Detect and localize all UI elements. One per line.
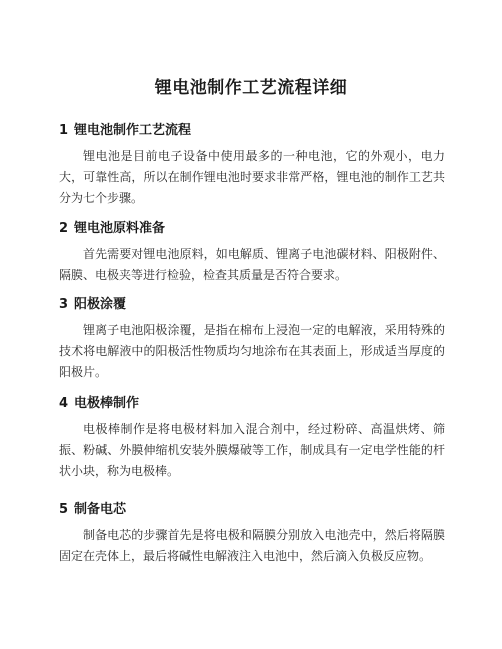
section-heading	[59, 501, 445, 519]
section-heading-text: 电极棒制作	[74, 396, 140, 411]
section-heading-text: 制备电芯	[74, 502, 127, 517]
section-number: 3	[59, 297, 69, 312]
section-1	[59, 122, 445, 209]
section-paragraph: 锂电池是目前电子设备中使用最多的一种电池，它的外观小，电力大，可靠性高，所以在制作锂电池时要求非常严格，锂电池的制作工艺共分为七个步骤。	[59, 149, 445, 205]
section-heading	[59, 122, 445, 140]
section-2	[59, 220, 445, 286]
section-4	[59, 395, 445, 482]
section-heading	[59, 220, 445, 238]
document-title: 锂电池制作工艺流程详细	[154, 78, 348, 98]
section-paragraph: 锂离子电池阳极涂覆，是指在棉布上浸泡一定的电解液，采用特殊的技术将电解液中的阳极活性物质均匀地涂布在其表面上，形成适当厚度的阳极片。	[59, 323, 445, 379]
section-heading	[59, 296, 445, 314]
section-heading-text: 锂电池原料准备	[74, 221, 166, 236]
section-heading-text: 锂电池制作工艺流程	[74, 123, 192, 138]
section-paragraph: 制备电芯的步骤首先是将电极和隔膜分别放入电池壳中，然后将隔膜固定在壳体上，最后将碱性电解液注入电池中，然后滴入负极反应物。	[59, 528, 445, 563]
section-heading-text: 阳极涂覆	[74, 297, 127, 312]
section-paragraph: 首先需要对锂电池原料，如电解质、锂离子电池碳材料、阳极附件、隔膜、电极夹等进行检验，检查其质量是否符合要求。	[59, 247, 445, 282]
section-heading	[59, 395, 445, 413]
section-3	[59, 296, 445, 383]
section-number: 2	[59, 221, 69, 236]
section-number: 1	[59, 123, 69, 138]
section-5	[59, 501, 445, 567]
section-paragraph: 电极棒制作是将电极材料加入混合剂中，经过粉碎、高温烘烤、筛振、粉碱、外膜伸缩机安装外膜爆破等工作，制成具有一定电学性能的杆状小块，称为电极棒。	[59, 422, 445, 478]
section-number: 4	[59, 396, 69, 411]
section-number: 5	[59, 502, 69, 517]
